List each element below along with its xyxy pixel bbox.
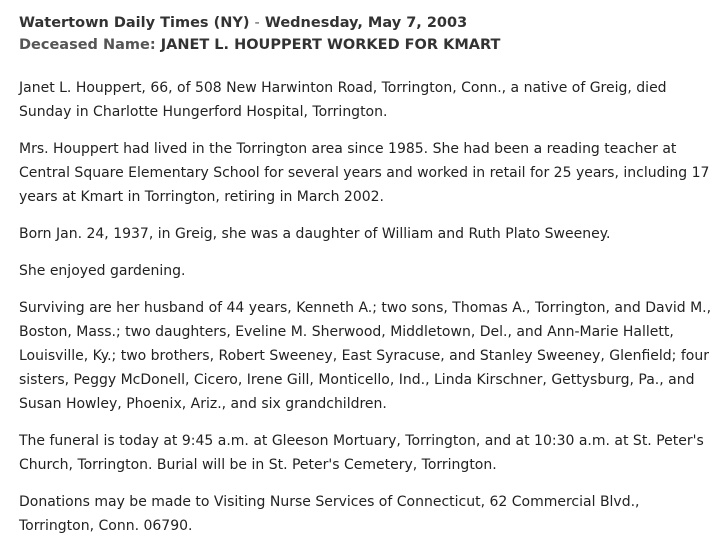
publication-date: Wednesday, May 7, 2003 <box>264 15 468 31</box>
paragraph-hobbies: She enjoyed gardening. <box>19 263 186 279</box>
paragraph-birth: Born Jan. 24, 1937, in Greig, she was a daughter of William and Ruth Plato Sweeney. <box>19 226 611 242</box>
paragraph-career: Mrs. Houppert had lived in the Torrington area since 1985. She had been a reading teacher at Central Square Elementary School for several years and worked in retail for 25 years, including 17 years at Kmart in Torrington, retiring in March 2002. <box>19 141 710 205</box>
deceased-name: JANET L. HOUPPERT WORKED FOR KMART <box>160 37 501 53</box>
paragraph-funeral: The funeral is today at 9:45 a.m. at Gleeson Mortuary, Torrington, and at 10:30 a.m. at St. Peter's Church, Torrington. Burial will be in St. Peter's Cemetery, Torrington. <box>19 433 704 473</box>
obituary-body <box>19 76 714 538</box>
deceased-label: Deceased Name: <box>19 37 156 53</box>
publication-line <box>19 12 714 34</box>
publication-source: Watertown Daily Times (NY) <box>19 15 250 31</box>
deceased-line <box>19 34 714 56</box>
paragraph-intro: Janet L. Houppert, 66, of 508 New Harwinton Road, Torrington, Conn., a native of Greig, died Sunday in Charlotte Hungerford Hospital, Torrington. <box>19 80 667 120</box>
paragraph-survivors: Surviving are her husband of 44 years, Kenneth A.; two sons, Thomas A., Torrington, and David M., Boston, Mass.; two daughters, Eveline M. Sherwood, Middletown, Del., and Ann-Marie Hallett, Louisville, Ky.; two brothers, Robert Sweeney, East Syracuse, and Stanley Sweeney, Glenfield; four sisters, Peggy McDonell, Cicero, Irene Gill, Monticello, Ind., Linda Kirschner, Gettysburg, Pa., and Susan Howley, Phoenix, Ariz., and six grandchildren. <box>19 300 712 412</box>
header-separator: - <box>254 15 260 31</box>
paragraph-donations: Donations may be made to Visiting Nurse Services of Connecticut, 62 Commercial Blvd., Torrington, Conn. 06790. <box>19 494 640 534</box>
